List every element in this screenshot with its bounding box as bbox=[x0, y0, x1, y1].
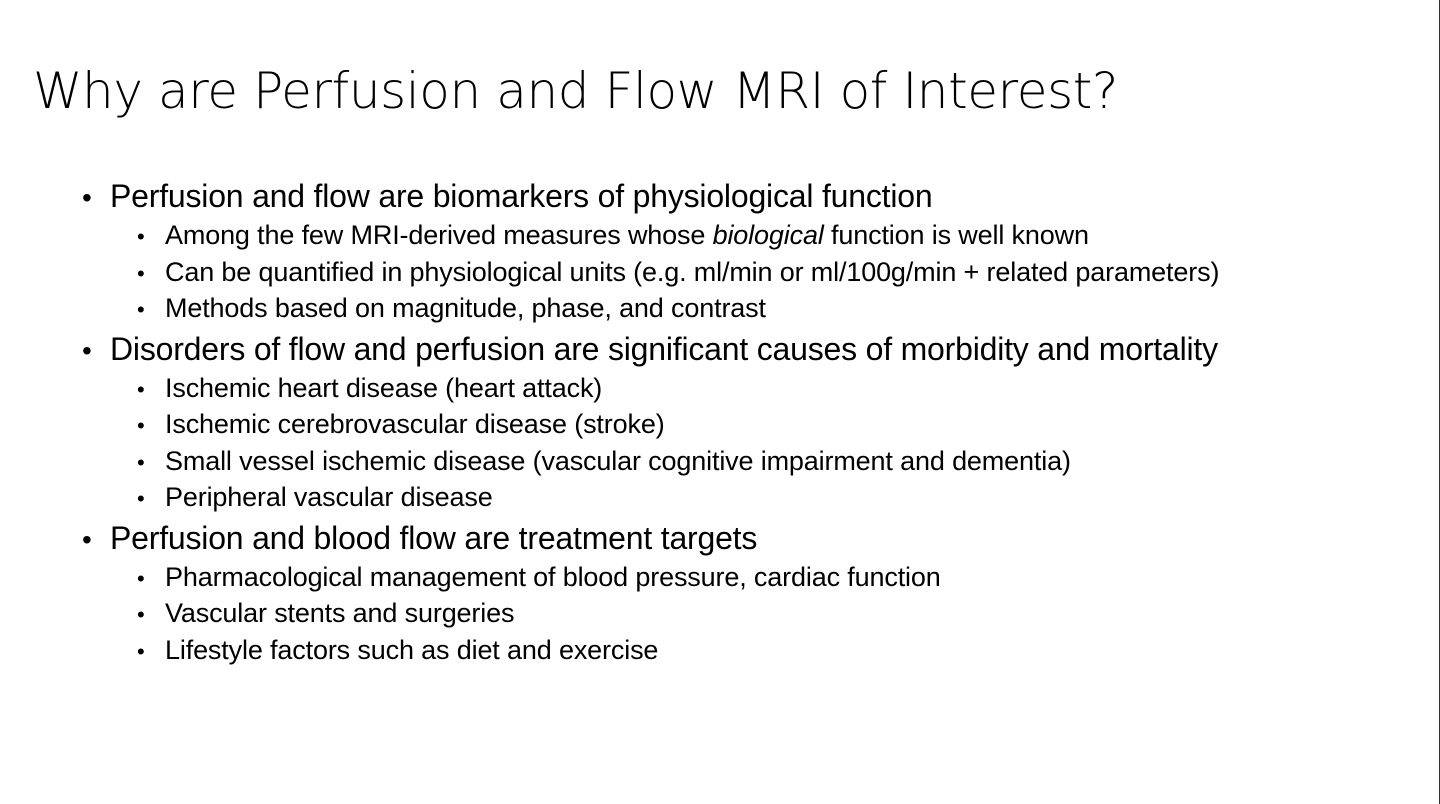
bullet-level2-methods bbox=[82, 290, 1402, 327]
bullet-level1-disorders bbox=[82, 327, 1402, 370]
bullet-dot: • bbox=[137, 486, 145, 511]
bullet-text: Ischemic cerebrovascular disease (stroke) bbox=[165, 409, 665, 439]
bullet-text-emphasis: biological bbox=[712, 220, 824, 250]
bullet-level2-lifestyle bbox=[82, 632, 1402, 669]
bullet-text: Ischemic heart disease (heart attack) bbox=[165, 372, 603, 403]
bullet-level2-cerebrovascular bbox=[82, 406, 1402, 443]
bullet-text bbox=[165, 217, 1089, 253]
bullet-dot: • bbox=[137, 565, 145, 591]
bullet-text-before: Among the few MRI-derived measures whose bbox=[165, 220, 713, 250]
bullet-dot: • bbox=[82, 523, 92, 555]
bullet-level2-stents bbox=[82, 595, 1402, 632]
bullet-level2-pharmacological bbox=[82, 559, 1402, 596]
bullet-dot: • bbox=[137, 638, 145, 664]
bullet-dot: • bbox=[82, 182, 92, 213]
bullet-level2-heart-disease bbox=[82, 370, 1402, 407]
bullet-list bbox=[82, 174, 1402, 668]
bullet-dot: • bbox=[137, 224, 145, 249]
bullet-level2-small-vessel bbox=[82, 443, 1402, 480]
bullet-text: Perfusion and blood flow are treatment targets bbox=[110, 519, 758, 556]
bullet-level2-peripheral bbox=[82, 479, 1402, 516]
bullet-dot: • bbox=[137, 449, 145, 475]
bullet-dot: • bbox=[137, 297, 145, 322]
bullet-level1-biomarkers bbox=[82, 174, 1402, 217]
bullet-text: Vascular stents and surgeries bbox=[165, 598, 515, 628]
bullet-text: Lifestyle factors such as diet and exercise bbox=[165, 634, 659, 665]
bullet-dot: • bbox=[82, 334, 92, 366]
bullet-text: Pharmacological management of blood pressure, cardiac function bbox=[165, 561, 941, 592]
bullet-level1-treatment-targets bbox=[82, 516, 1402, 559]
bullet-text: Disorders of flow and perfusion are significant causes of morbidity and mortality bbox=[110, 330, 1218, 367]
bullet-dot: • bbox=[137, 413, 145, 438]
bullet-dot: • bbox=[137, 376, 145, 402]
slide-title: Why are Perfusion and Flow MRI of Interest? bbox=[33, 62, 1119, 120]
bullet-text: Perfusion and flow are biomarkers of physiological function bbox=[110, 178, 933, 214]
bullet-level2-physiological-units bbox=[82, 254, 1402, 291]
bullet-dot: • bbox=[137, 260, 145, 286]
bullet-level2-biological-function bbox=[82, 217, 1402, 254]
bullet-dot: • bbox=[137, 602, 145, 627]
bullet-text: Small vessel ischemic disease (vascular cognitive impairment and dementia) bbox=[165, 445, 1071, 476]
bullet-text: Peripheral vascular disease bbox=[165, 482, 493, 512]
bullet-text-after: function is well known bbox=[823, 220, 1089, 250]
bullet-text: Can be quantified in physiological units (e.g. ml/min or ml/100g/min + related parameters) bbox=[165, 256, 1220, 287]
bullet-text: Methods based on magnitude, phase, and contrast bbox=[165, 293, 766, 323]
